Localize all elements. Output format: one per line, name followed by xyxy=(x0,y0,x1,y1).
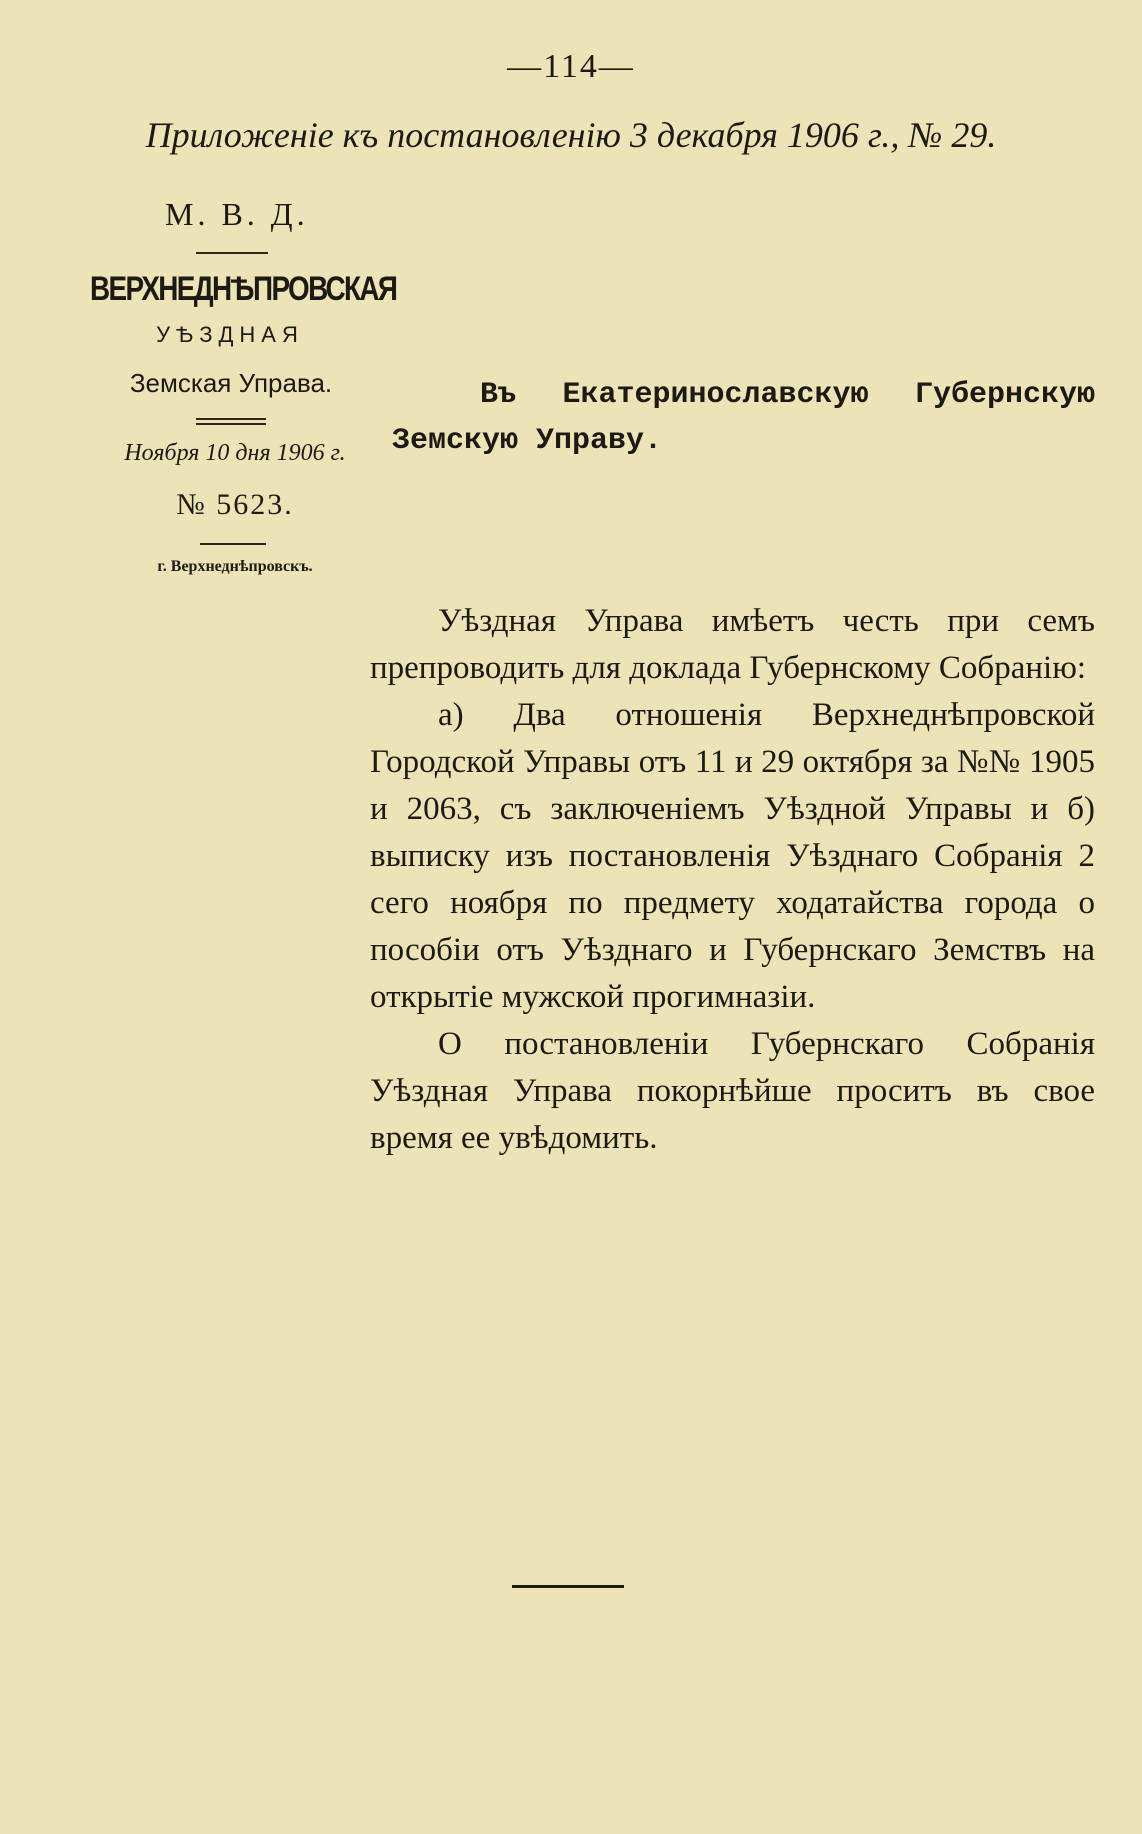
ministry-abbreviation: М. В. Д. xyxy=(165,196,309,232)
double-rule xyxy=(196,418,266,425)
appendix-title: Приложеніе къ постановленію 3 декабря 1906 г., № 29. xyxy=(145,115,997,155)
body-paragraph: О постановленіи Губернскаго Собранія Уѣздная Управа покорнѣйше проситъ въ свое время ее увѣдомить. xyxy=(370,1026,1095,1156)
body-paragraph: а) Два отношенія Верхнеднѣпровской Городской Управы отъ 11 и 29 октября за №№ 1905 и 2063, съ заключеніемъ Уѣздной Управы и б) выписку изъ постановленія Уѣзднаго Собранія 2 сего ноября по предмету ходатайства города о пособіи отъ Уѣзднаго и Губернскаго Земствъ на открытіе мужской прогимназіи. xyxy=(370,697,1095,1015)
letter-body xyxy=(370,598,1095,1162)
addressee-line-1: Въ Екатеринославскую Губернскую xyxy=(480,378,1095,412)
sender-city: г. Верхнеднѣпровскъ. xyxy=(157,558,313,575)
body-paragraph: Уѣздная Управа имѣетъ честь при семъ препроводить для доклада Губернскому Собранію: xyxy=(370,603,1095,686)
document-number: № 5623. xyxy=(176,488,294,521)
rule-under-ministry xyxy=(196,252,268,254)
addressee-line-2: Земскую Управу. xyxy=(392,424,663,458)
sender-org-name: ВЕРХНЕДНѢПРОВСКАЯ xyxy=(90,270,397,308)
sender-org-board: Земская Управа. xyxy=(129,368,333,398)
sender-org-district: УѢЗДНАЯ xyxy=(156,322,304,347)
rule-under-number xyxy=(200,543,266,545)
page-number: —114— xyxy=(507,48,635,85)
document-date: Ноября 10 дня 1906 г. xyxy=(124,440,346,466)
end-rule xyxy=(512,1585,624,1588)
